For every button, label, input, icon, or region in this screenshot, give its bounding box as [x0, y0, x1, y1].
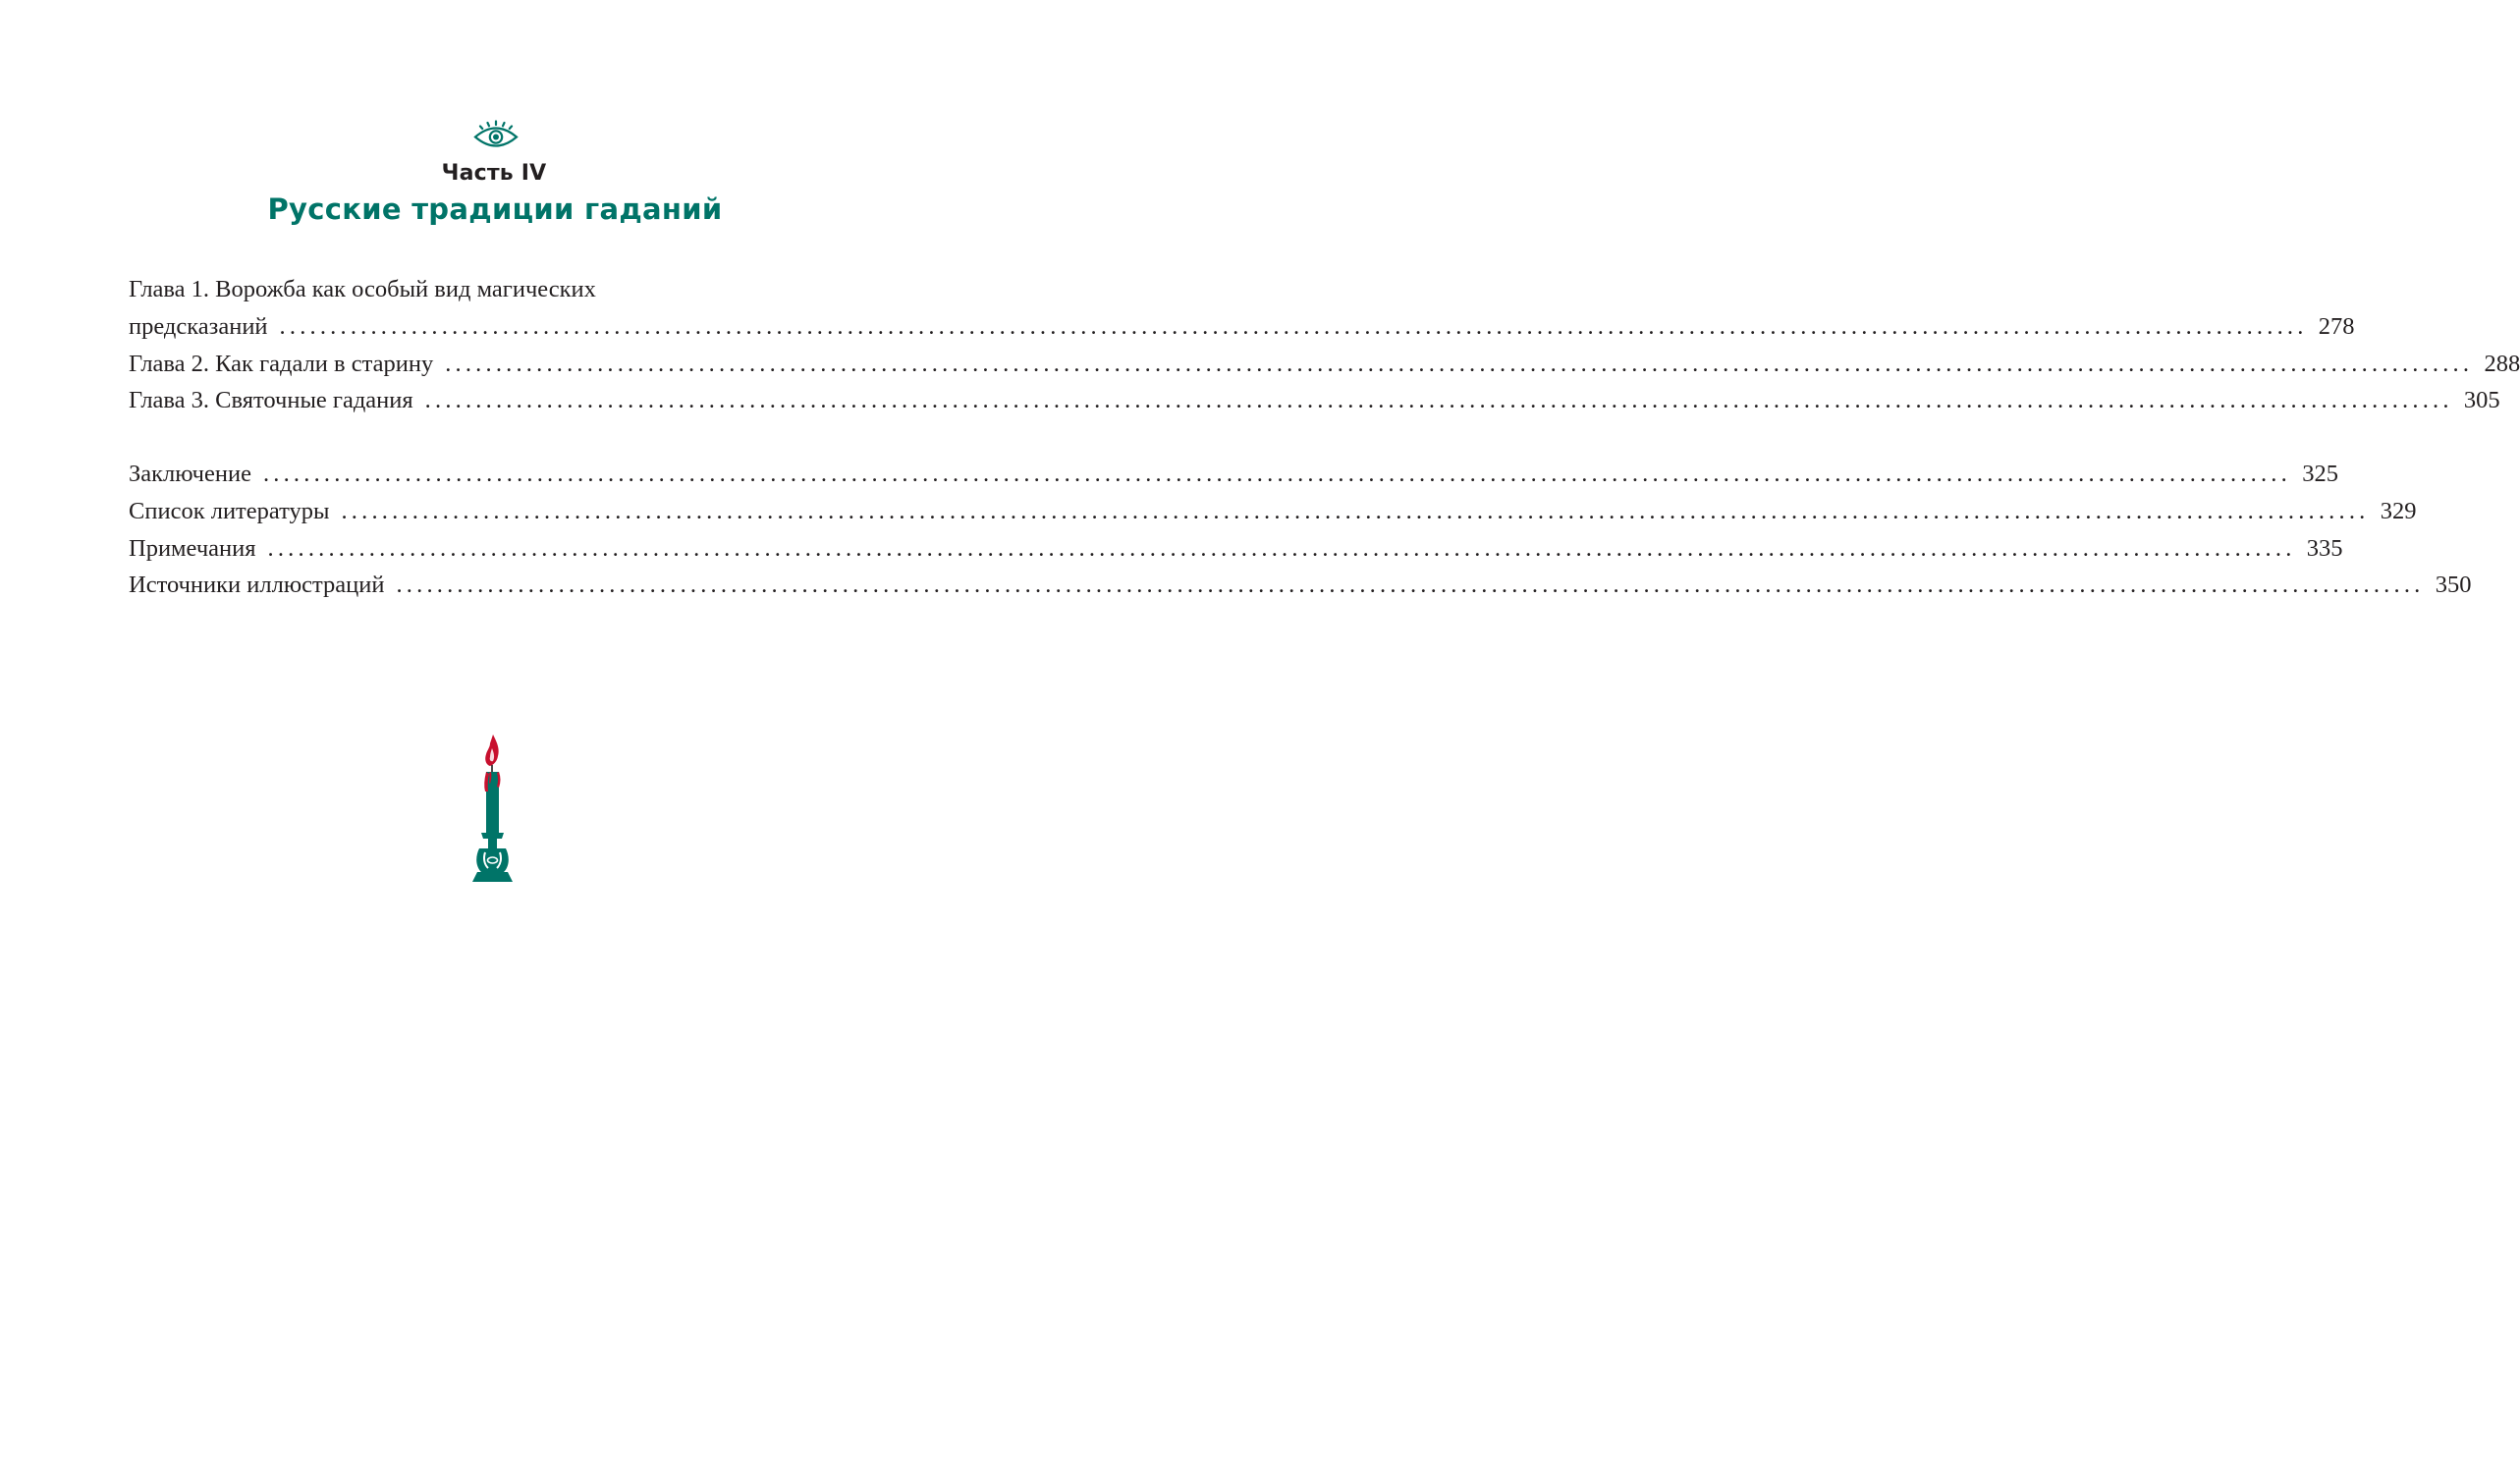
toc-page-number: 278	[2318, 312, 2355, 340]
toc-entry-title: Список литературы	[129, 497, 330, 524]
toc-back-matter	[129, 456, 2472, 604]
toc-entry-title: Глава 1. Ворожба как особый вид магических	[129, 276, 596, 302]
toc-entry-notes[interactable]	[129, 530, 2343, 568]
toc-dot-leader: ........................................................................................................................................................................................................	[267, 534, 2296, 562]
toc-entry-conclusion[interactable]	[129, 456, 2338, 493]
toc-chapters	[129, 271, 2520, 419]
toc-page-number: 288	[2484, 350, 2520, 377]
toc-page-number: 325	[2302, 461, 2338, 487]
toc-entry-illustration-sources[interactable]	[129, 567, 2472, 604]
toc-entry-title: Примечания	[129, 534, 256, 562]
toc-dot-leader: ........................................................................................................................................................................................................	[341, 497, 2370, 524]
toc-dot-leader: ........................................................................................................................................................................................................	[279, 312, 2308, 340]
toc-entry-title: Глава 3. Святочные гадания	[129, 387, 413, 414]
toc-dot-leader: ........................................................................................................................................................................................................	[262, 461, 2291, 487]
toc-entry-bibliography[interactable]	[129, 493, 2417, 530]
toc-entry-title: Источники иллюстраций	[129, 572, 385, 599]
candle-icon	[469, 733, 519, 888]
part-label: Часть IV	[441, 161, 547, 186]
toc-dot-leader: ........................................................................................................................................................................................................	[424, 387, 2453, 414]
toc-entry-title: Глава 2. Как гадали в старину	[129, 350, 434, 377]
toc-page-number: 329	[2380, 497, 2417, 524]
toc-entry-chapter-3[interactable]	[129, 382, 2500, 419]
toc-entry-chapter-1[interactable]	[129, 271, 861, 308]
toc-entry-title: Заключение	[129, 461, 251, 487]
toc-entry-chapter-2[interactable]	[129, 346, 2520, 383]
toc-dot-leader: ........................................................................................................................................................................................................	[396, 572, 2425, 599]
toc-page-number: 305	[2463, 387, 2500, 414]
part-title: Русские традиции гаданий	[267, 192, 723, 226]
toc-entry-chapter-1-continued[interactable]	[129, 308, 2355, 346]
toc-page-number: 350	[2435, 572, 2472, 599]
toc-entry-title: предсказаний	[129, 312, 268, 340]
toc-dot-leader: ........................................................................................................................................................................................................	[445, 350, 2474, 377]
eye-icon	[473, 120, 519, 149]
toc-page-number: 335	[2306, 534, 2343, 562]
